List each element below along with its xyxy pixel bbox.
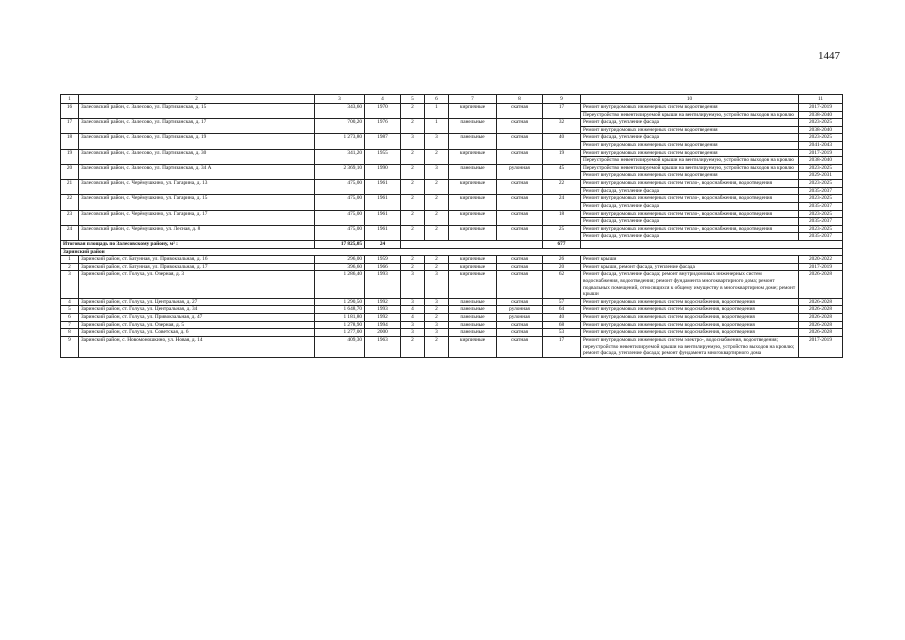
column-number-cell: 7 xyxy=(449,95,497,104)
work-type-cell: Ремонт внутридомовых инженерных систем водоснабжения, водоотведения xyxy=(581,321,799,329)
floors-cell: 2 xyxy=(401,256,425,264)
section-label: Заринский район xyxy=(61,248,843,256)
area-cell: 1 648,70 xyxy=(315,306,365,314)
table-row xyxy=(61,225,843,233)
work-period-cell: 2023-2025 xyxy=(799,210,843,218)
table-row xyxy=(61,104,843,112)
row-number: 7 xyxy=(61,321,79,329)
entrances-cell: 2 xyxy=(425,263,449,271)
work-type-cell: Ремонт фасада, утепление фасада xyxy=(581,119,799,127)
table-row xyxy=(61,321,843,329)
total-count: 24 xyxy=(365,240,401,248)
area-cell: 1 286,40 xyxy=(315,271,365,298)
column-number-cell: 10 xyxy=(581,95,799,104)
row-number: 20 xyxy=(61,164,79,179)
address-cell: Залесовский район, с. Черёмушкино, ул. Лесная, д. 8 xyxy=(79,225,315,240)
roof-type-cell: скатная xyxy=(497,271,543,298)
year-cell: 1976 xyxy=(365,119,401,134)
residents-cell: 57 xyxy=(543,298,581,306)
roof-type-cell: скатная xyxy=(497,119,543,134)
roof-type-cell: скатная xyxy=(497,134,543,149)
work-type-cell: Ремонт фасада, утепление фасада xyxy=(581,233,799,241)
work-period-cell: 2026-2028 xyxy=(799,271,843,298)
work-period-cell: 2035-2037 xyxy=(799,202,843,210)
table-row xyxy=(61,180,843,188)
floors-cell: 3 xyxy=(401,321,425,329)
floors-cell: 4 xyxy=(401,306,425,314)
table-row xyxy=(61,271,843,298)
work-period-cell: 2026-2028 xyxy=(799,329,843,337)
table-row xyxy=(61,164,843,172)
roof-type-cell: скатная xyxy=(497,149,543,164)
entrances-cell: 2 xyxy=(425,336,449,357)
area-cell: 700,20 xyxy=(315,119,365,134)
address-cell: Залесовский район, с. Черёмушкино, ул. Гагарина, д. 13 xyxy=(79,180,315,195)
year-cell: 1961 xyxy=(365,225,401,240)
total-residents: 677 xyxy=(543,240,581,248)
work-type-cell: Ремонт внутридомовых инженерных систем водоотведения xyxy=(581,104,799,112)
row-number: 24 xyxy=(61,225,79,240)
floors-cell: 2 xyxy=(401,263,425,271)
floors-cell: 4 xyxy=(401,314,425,322)
work-type-cell: Ремонт внутридомовых инженерных систем тепло-, водоснабжения, водоотведения xyxy=(581,195,799,203)
work-period-cell: 2035-2037 xyxy=(799,233,843,241)
floors-cell: 2 xyxy=(401,225,425,240)
year-cell: 1959 xyxy=(365,256,401,264)
year-cell: 1993 xyxy=(365,271,401,298)
wall-material-cell: панельные xyxy=(449,329,497,337)
entrances-cell: 1 xyxy=(425,104,449,119)
area-cell: 2 369,10 xyxy=(315,164,365,179)
area-cell: 343,60 xyxy=(315,104,365,119)
residents-cell: 45 xyxy=(543,164,581,179)
table-row xyxy=(61,210,843,218)
residents-cell: 17 xyxy=(543,336,581,357)
wall-material-cell: кирпичные xyxy=(449,104,497,119)
row-number: 8 xyxy=(61,329,79,337)
entrances-cell: 2 xyxy=(425,195,449,210)
entrances-cell: 2 xyxy=(425,180,449,195)
area-cell: 1 290,50 xyxy=(315,298,365,306)
residents-cell: 32 xyxy=(543,119,581,134)
residents-cell: 53 xyxy=(543,329,581,337)
work-period-cell: 2023-2025 xyxy=(799,119,843,127)
address-cell: Заринский район, ст. Голуха, ул. Центральная, д. 27 xyxy=(79,298,315,306)
roof-type-cell: скатная xyxy=(497,298,543,306)
year-cell: 1963 xyxy=(365,336,401,357)
table-row xyxy=(61,336,843,357)
entrances-cell: 3 xyxy=(425,329,449,337)
address-cell: Заринский район, ст. Голуха, ул. Озерная, д. 5 xyxy=(79,321,315,329)
area-cell: 409,30 xyxy=(315,336,365,357)
floors-cell: 2 xyxy=(401,104,425,119)
wall-material-cell: кирпичные xyxy=(449,149,497,164)
address-cell: Заринский район, ст. Батунная, ул. Привокзальная, д. 16 xyxy=(79,256,315,264)
address-cell: Заринский район, ст. Батунная, ул. Привокзальная, д. 17 xyxy=(79,263,315,271)
wall-material-cell: кирпичные xyxy=(449,263,497,271)
residents-cell: 19 xyxy=(543,149,581,164)
residents-cell: 20 xyxy=(543,263,581,271)
work-type-cell: Ремонт крыши, ремонт фасада, утепление фасада xyxy=(581,263,799,271)
work-period-cell: 2038-2040 xyxy=(799,111,843,119)
roof-type-cell: скатная xyxy=(497,180,543,195)
area-cell: 1 273,80 xyxy=(315,134,365,149)
work-type-cell: Ремонт фасада, утепление фасада xyxy=(581,218,799,226)
entrances-cell: 3 xyxy=(425,164,449,179)
address-cell: Залесовский район, с. Залесово, ул. Партизанская, д. 17 xyxy=(79,119,315,134)
work-period-cell: 2035-2037 xyxy=(799,218,843,226)
row-number: 22 xyxy=(61,195,79,210)
work-period-cell: 2029-2031 xyxy=(799,172,843,180)
work-period-cell: 2035-2037 xyxy=(799,187,843,195)
year-cell: 1993 xyxy=(365,306,401,314)
year-cell: 1966 xyxy=(365,263,401,271)
work-period-cell: 2023-2025 xyxy=(799,195,843,203)
year-cell: 2000 xyxy=(365,329,401,337)
table-row xyxy=(61,314,843,322)
table-row xyxy=(61,119,843,127)
wall-material-cell: кирпичные xyxy=(449,180,497,195)
work-type-cell: Ремонт внутридомовых инженерных систем водоотведения xyxy=(581,172,799,180)
wall-material-cell: кирпичные xyxy=(449,210,497,225)
work-period-cell: 2038-2040 xyxy=(799,126,843,134)
table-row xyxy=(61,329,843,337)
year-cell: 1992 xyxy=(365,314,401,322)
address-cell: Залесовский район, с. Черёмушкино, ул. Гагарина, д. 17 xyxy=(79,210,315,225)
entrances-cell: 3 xyxy=(425,298,449,306)
row-number: 3 xyxy=(61,271,79,298)
column-number-cell: 6 xyxy=(425,95,449,104)
roof-type-cell: рулонная xyxy=(497,314,543,322)
work-period-cell: 2041-2043 xyxy=(799,142,843,150)
column-number-cell: 8 xyxy=(497,95,543,104)
area-cell: 1 181,80 xyxy=(315,314,365,322)
column-number-cell: 9 xyxy=(543,95,581,104)
work-period-cell: 2026-2028 xyxy=(799,298,843,306)
roof-type-cell: скатная xyxy=(497,210,543,225)
wall-material-cell: панельные xyxy=(449,321,497,329)
work-type-cell: Переустройство невентилируемой крыши на вентилируемую, устройство выходов на кровлю xyxy=(581,111,799,119)
wall-material-cell: панельные xyxy=(449,134,497,149)
area-cell: 475,00 xyxy=(315,195,365,210)
column-number-cell: 11 xyxy=(799,95,843,104)
wall-material-cell: кирпичные xyxy=(449,256,497,264)
page-number: 1447 xyxy=(818,50,840,62)
floors-cell: 2 xyxy=(401,195,425,210)
year-cell: 1955 xyxy=(365,149,401,164)
row-number: 19 xyxy=(61,149,79,164)
roof-type-cell: скатная xyxy=(497,256,543,264)
table-row xyxy=(61,149,843,157)
housing-table xyxy=(60,94,843,358)
work-type-cell: Переустройство невентилируемой крыши на вентилируемую, устройство выходов на кровлю xyxy=(581,164,799,172)
work-type-cell: Ремонт внутридомовых инженерных систем тепло-, водоснабжения, водоотведения xyxy=(581,210,799,218)
residents-cell: 24 xyxy=(543,195,581,210)
area-cell: 475,00 xyxy=(315,210,365,225)
row-number: 21 xyxy=(61,180,79,195)
work-period-cell: 2017-2019 xyxy=(799,149,843,157)
total-area: 17 825,05 xyxy=(315,240,365,248)
address-cell: Залесовский район, с. Залесово, ул. Партизанская, д. 34 А xyxy=(79,164,315,179)
residents-cell: 17 xyxy=(543,104,581,119)
entrances-cell: 2 xyxy=(425,306,449,314)
work-type-cell: Ремонт внутридомовых инженерных систем водоотведения xyxy=(581,142,799,150)
floors-cell: 3 xyxy=(401,271,425,298)
table-row xyxy=(61,306,843,314)
work-type-cell: Ремонт внутридомовых инженерных систем водоснабжения, водоотведения xyxy=(581,314,799,322)
year-cell: 1987 xyxy=(365,134,401,149)
residents-cell: 26 xyxy=(543,256,581,264)
row-number: 5 xyxy=(61,306,79,314)
work-period-cell: 2038-2040 xyxy=(799,157,843,165)
roof-type-cell: скатная xyxy=(497,329,543,337)
total-row xyxy=(61,240,843,248)
work-period-cell: 2017-2019 xyxy=(799,263,843,271)
work-type-cell: Ремонт внутридомовых инженерных систем водоотведения xyxy=(581,149,799,157)
work-period-cell: 2023-2025 xyxy=(799,180,843,188)
wall-material-cell: панельные xyxy=(449,306,497,314)
column-number-cell: 3 xyxy=(315,95,365,104)
floors-cell: 2 xyxy=(401,149,425,164)
wall-material-cell: кирпичные xyxy=(449,195,497,210)
work-period-cell: 2017-2019 xyxy=(799,104,843,112)
row-number: 2 xyxy=(61,263,79,271)
roof-type-cell: рулонная xyxy=(497,164,543,179)
work-type-cell: Ремонт фасада, утепление фасада xyxy=(581,187,799,195)
floors-cell: 2 xyxy=(401,164,425,179)
address-cell: Заринский район, ст. Голуха, ул. Центральная, д. 34 xyxy=(79,306,315,314)
address-cell: Заринский район, с. Новомоношкино, ул. Новая, д. 14 xyxy=(79,336,315,357)
work-period-cell: 2023-2025 xyxy=(799,225,843,233)
column-number-cell: 4 xyxy=(365,95,401,104)
address-cell: Залесовский район, с. Залесово, ул. Партизанская, д. 30 xyxy=(79,149,315,164)
row-number: 9 xyxy=(61,336,79,357)
wall-material-cell: кирпичные xyxy=(449,271,497,298)
roof-type-cell: скатная xyxy=(497,336,543,357)
residents-cell: 18 xyxy=(543,210,581,225)
wall-material-cell: панельные xyxy=(449,314,497,322)
year-cell: 1994 xyxy=(365,321,401,329)
total-label: Итоговая площадь по Залесовскому району, м² : xyxy=(61,240,315,248)
table-row xyxy=(61,256,843,264)
address-cell: Заринский район, ст. Голуха, ул. Советская, д. 6 xyxy=(79,329,315,337)
year-cell: 1970 xyxy=(365,104,401,119)
table-row xyxy=(61,195,843,203)
year-cell: 1992 xyxy=(365,298,401,306)
work-type-cell: Ремонт фасада, утепление фасада xyxy=(581,134,799,142)
area-cell: 475,00 xyxy=(315,225,365,240)
work-type-cell: Ремонт внутридомовых инженерных систем водоснабжения, водоотведения xyxy=(581,329,799,337)
residents-cell: 40 xyxy=(543,134,581,149)
wall-material-cell: панельные xyxy=(449,298,497,306)
area-cell: 1 278,90 xyxy=(315,321,365,329)
floors-cell: 2 xyxy=(401,210,425,225)
address-cell: Заринский район, ст. Голуха, ул. Привокзальная, д. 47 xyxy=(79,314,315,322)
work-type-cell: Ремонт внутридомовых инженерных систем водоотведения xyxy=(581,126,799,134)
work-type-cell: Ремонт внутридомовых инженерных систем тепло-, водоснабжения, водоотведения xyxy=(581,225,799,233)
area-cell: 341,20 xyxy=(315,149,365,164)
row-number: 1 xyxy=(61,256,79,264)
roof-type-cell: скатная xyxy=(497,321,543,329)
area-cell: 296,00 xyxy=(315,256,365,264)
area-cell: 396,60 xyxy=(315,263,365,271)
area-cell: 475,00 xyxy=(315,180,365,195)
entrances-cell: 2 xyxy=(425,225,449,240)
address-cell: Заринский район, ст. Голуха, ул. Озерная, д. 3 xyxy=(79,271,315,298)
roof-type-cell: скатная xyxy=(497,195,543,210)
year-cell: 1961 xyxy=(365,180,401,195)
wall-material-cell: панельные xyxy=(449,164,497,179)
address-cell: Залесовский район, с. Залесово, ул. Партизанская, д. 19 xyxy=(79,134,315,149)
floors-cell: 3 xyxy=(401,134,425,149)
year-cell: 1990 xyxy=(365,164,401,179)
work-type-cell: Переустройство невентилируемой крыши на вентилируемую, устройство выходов на кровлю xyxy=(581,157,799,165)
table-header-row xyxy=(61,95,843,104)
residents-cell: 62 xyxy=(543,271,581,298)
row-number: 17 xyxy=(61,119,79,134)
row-number: 4 xyxy=(61,298,79,306)
floors-cell: 3 xyxy=(401,329,425,337)
entrances-cell: 2 xyxy=(425,256,449,264)
work-type-cell: Ремонт фасада, утепление фасада xyxy=(581,202,799,210)
work-type-cell: Ремонт внутридомовых инженерных систем водоснабжения, водоотведения xyxy=(581,298,799,306)
entrances-cell: 1 xyxy=(425,119,449,134)
area-cell: 1 277,00 xyxy=(315,329,365,337)
wall-material-cell: кирпичные xyxy=(449,336,497,357)
column-number-cell: 1 xyxy=(61,95,79,104)
floors-cell: 2 xyxy=(401,336,425,357)
entrances-cell: 2 xyxy=(425,210,449,225)
work-type-cell: Ремонт внутридомовых инженерных систем тепло-, водоснабжения, водоотведения xyxy=(581,180,799,188)
entrances-cell: 2 xyxy=(425,149,449,164)
entrances-cell: 3 xyxy=(425,134,449,149)
work-period-cell: 2026-2028 xyxy=(799,314,843,322)
work-period-cell: 2026-2028 xyxy=(799,306,843,314)
work-type-cell: Ремонт фасада, утепление фасада; ремонт внутридомовых инженерных систем водоснабжения, водоотведения; ремонт фундамента многоквартирного дома; ремонт подвальных помещений, относящихся к общему имуществу в многоквартирном доме; ремонт крыши xyxy=(581,271,799,298)
empty-cell xyxy=(581,240,843,248)
empty-cell xyxy=(401,240,543,248)
row-number: 6 xyxy=(61,314,79,322)
residents-cell: 25 xyxy=(543,225,581,240)
work-period-cell: 2023-2025 xyxy=(799,164,843,172)
work-type-cell: Ремонт внутридомовых инженерных систем водоснабжения, водоотведения xyxy=(581,306,799,314)
work-period-cell: 2023-2025 xyxy=(799,134,843,142)
entrances-cell: 3 xyxy=(425,271,449,298)
row-number: 18 xyxy=(61,134,79,149)
entrances-cell: 3 xyxy=(425,321,449,329)
roof-type-cell: скатная xyxy=(497,225,543,240)
year-cell: 1961 xyxy=(365,195,401,210)
work-period-cell: 2017-2019 xyxy=(799,336,843,357)
year-cell: 1961 xyxy=(365,210,401,225)
column-number-cell: 5 xyxy=(401,95,425,104)
column-number-cell: 2 xyxy=(79,95,315,104)
floors-cell: 2 xyxy=(401,180,425,195)
floors-cell: 2 xyxy=(401,119,425,134)
row-number: 23 xyxy=(61,210,79,225)
table-row xyxy=(61,263,843,271)
residents-cell: 22 xyxy=(543,180,581,195)
table-row xyxy=(61,134,843,142)
entrances-cell: 2 xyxy=(425,314,449,322)
table-row xyxy=(61,298,843,306)
roof-type-cell: скатная xyxy=(497,104,543,119)
address-cell: Залесовский район, с. Залесово, ул. Партизанская, д. 15 xyxy=(79,104,315,119)
residents-cell: 64 xyxy=(543,306,581,314)
row-number: 16 xyxy=(61,104,79,119)
residents-cell: 40 xyxy=(543,314,581,322)
wall-material-cell: панельные xyxy=(449,119,497,134)
section-row xyxy=(61,248,843,256)
work-period-cell: 2026-2028 xyxy=(799,321,843,329)
work-period-cell: 2020-2022 xyxy=(799,256,843,264)
floors-cell: 3 xyxy=(401,298,425,306)
work-type-cell: Ремонт внутридомовых инженерных систем электро-, водоснабжения, водоотведения; переустройство невентилируемой крыши на вентилируемую, устройство выходов на кровлю; ремонт фасада, утепление фасада; ремонт фундамента многоквартирного дома xyxy=(581,336,799,357)
roof-type-cell: рулонная xyxy=(497,306,543,314)
address-cell: Залесовский район, с. Черёмушкино, ул. Гагарина, д. 15 xyxy=(79,195,315,210)
wall-material-cell: кирпичные xyxy=(449,225,497,240)
roof-type-cell: скатная xyxy=(497,263,543,271)
residents-cell: 68 xyxy=(543,321,581,329)
work-type-cell: Ремонт крыши xyxy=(581,256,799,264)
